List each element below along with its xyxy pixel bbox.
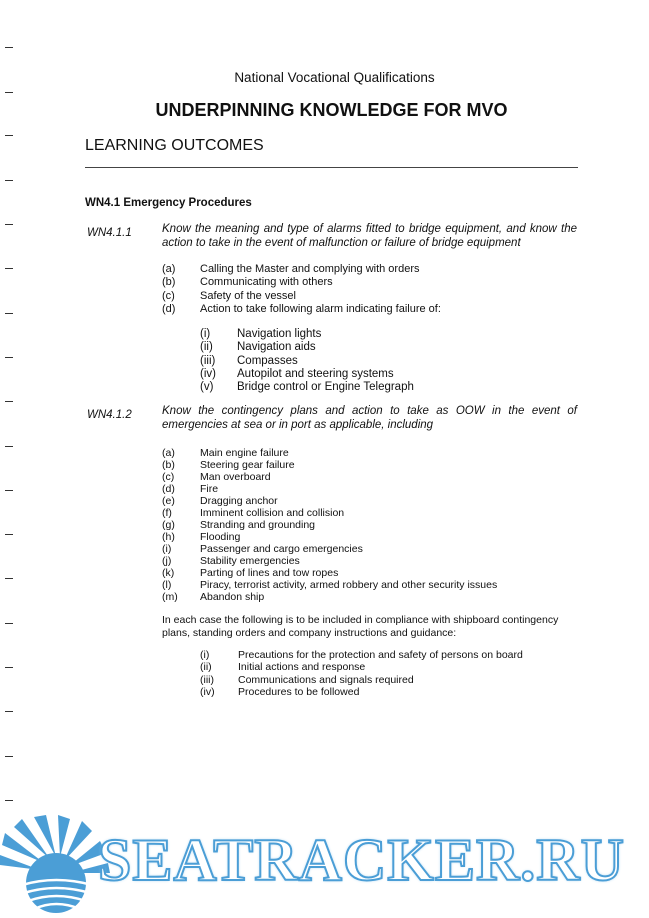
sub-list-item-text: Navigation lights — [237, 328, 322, 340]
list-item-label: (e) — [162, 495, 175, 507]
list-item — [162, 276, 441, 289]
list-item — [162, 447, 497, 459]
list-item-text: Stability emergencies — [200, 555, 300, 567]
outcome-2-sublist — [200, 649, 523, 698]
outcome-1-list — [162, 263, 441, 316]
list-item-text: Stranding and grounding — [200, 519, 316, 531]
list-item-label: (a) — [162, 263, 176, 275]
list-item-label: (i) — [162, 543, 172, 555]
list-item — [162, 495, 497, 507]
list-item — [162, 507, 497, 519]
list-item-text: Flooding — [200, 531, 241, 543]
page-title: UNDERPINNING KNOWLEDGE FOR MVO — [155, 100, 508, 120]
outcome-code-1: WN4.1.1 — [87, 227, 132, 239]
sub-list-item — [200, 661, 523, 673]
list-item-text: Calling the Master and complying with orders — [200, 263, 420, 275]
sub-list-item-text: Compasses — [237, 354, 298, 367]
header-subtitle: National Vocational Qualifications — [234, 70, 435, 85]
outcome-text-1: Know the meaning and type of alarms fitted to bridge equipment, and know the action to take in the event of malfunction or failure of bridge equipment — [162, 223, 577, 249]
sub-list-item-label: (iii) — [200, 673, 214, 686]
list-item-text: Piracy, terrorist activity, armed robbery and other security issues — [200, 579, 498, 591]
section-heading: LEARNING OUTCOMES — [85, 137, 264, 154]
sub-list-item-label: (ii) — [200, 661, 212, 674]
list-item-label: (k) — [162, 567, 175, 579]
sub-list-item-label: (ii) — [200, 341, 213, 354]
list-item-label: (g) — [162, 519, 175, 531]
list-item — [162, 579, 497, 591]
sub-list-item — [200, 355, 414, 368]
sub-list-item-text: Communications and signals required — [238, 673, 414, 686]
sub-list-item — [200, 381, 414, 394]
list-item — [162, 471, 497, 483]
sub-list-item — [200, 686, 523, 698]
list-item-label: (m) — [162, 591, 178, 603]
list-item — [162, 531, 497, 543]
outcome-2-list — [162, 447, 497, 603]
watermark-text: SEATRACKER.RU — [98, 827, 625, 893]
list-item-label: (a) — [162, 447, 175, 459]
sub-list-item-label: (v) — [200, 381, 214, 394]
sub-list-item — [200, 368, 414, 381]
outcome-1-sublist — [200, 328, 414, 394]
list-item — [162, 263, 441, 276]
list-item-text: Abandon ship — [200, 591, 265, 603]
list-item — [162, 567, 497, 579]
list-item-text: Dragging anchor — [200, 495, 278, 507]
sub-list-item — [200, 674, 523, 686]
list-item-text: Action to take following alarm indicating failure of: — [200, 302, 441, 315]
list-item — [162, 555, 497, 567]
list-item-label: (d) — [162, 483, 175, 495]
sun-logo-icon — [0, 815, 110, 913]
sub-list-item-text: Procedures to be followed — [238, 685, 360, 698]
outcome-code-2: WN4.1.2 — [87, 409, 132, 421]
sub-list-item-label: (iv) — [200, 367, 216, 380]
sub-list-item-text: Bridge control or Engine Telegraph — [237, 381, 414, 394]
sub-list-item — [200, 328, 414, 341]
list-item-label: (h) — [162, 531, 175, 543]
list-item-text: Communicating with others — [200, 276, 333, 289]
sub-list-item — [200, 341, 414, 354]
list-item-label: (l) — [162, 579, 172, 591]
sub-list-item-text: Initial actions and response — [238, 661, 366, 674]
list-item — [162, 519, 497, 531]
sub-list-item-text: Navigation aids — [237, 341, 316, 354]
list-item — [162, 483, 497, 495]
list-item — [162, 459, 497, 471]
list-item-text: Fire — [200, 483, 219, 495]
list-item-label: (d) — [162, 302, 176, 315]
list-item-text: Man overboard — [200, 471, 271, 483]
list-item-label: (c) — [162, 289, 175, 302]
list-item-text: Steering gear failure — [200, 459, 295, 471]
list-item-label: (f) — [162, 507, 172, 519]
divider — [85, 167, 578, 168]
list-item-label: (j) — [162, 555, 172, 567]
list-item-text: Main engine failure — [200, 447, 289, 459]
list-item-label: (b) — [162, 459, 175, 471]
outcome-2-note: In each case the following is to be included in compliance with shipboard contingency plans, standing orders and company instructions and guidance: — [162, 614, 559, 639]
list-item-text: Parting of lines and tow ropes — [200, 567, 339, 579]
sub-list-item-label: (iii) — [200, 354, 216, 367]
section-title: WN4.1 Emergency Procedures — [85, 197, 252, 209]
sub-list-item-text: Autopilot and steering systems — [237, 367, 394, 380]
list-item-text: Safety of the vessel — [200, 289, 296, 302]
list-item-text: Imminent collision and collision — [200, 507, 345, 519]
list-item — [162, 290, 441, 303]
list-item-label: (b) — [162, 276, 176, 289]
list-item-text: Passenger and cargo emergencies — [200, 543, 363, 555]
sub-list-item-text: Precautions for the protection and safety of persons on board — [238, 649, 523, 661]
sub-list-item-label: (i) — [200, 328, 211, 340]
outcome-text-2: Know the contingency plans and action to take as OOW in the event of emergencies at sea or in port as applicable, including — [162, 405, 577, 431]
sub-list-item-label: (i) — [200, 649, 210, 661]
list-item — [162, 543, 497, 555]
sub-list-item — [200, 649, 523, 661]
list-item — [162, 591, 497, 603]
list-item — [162, 303, 441, 316]
sub-list-item-label: (iv) — [200, 685, 215, 698]
list-item-label: (c) — [162, 471, 175, 483]
